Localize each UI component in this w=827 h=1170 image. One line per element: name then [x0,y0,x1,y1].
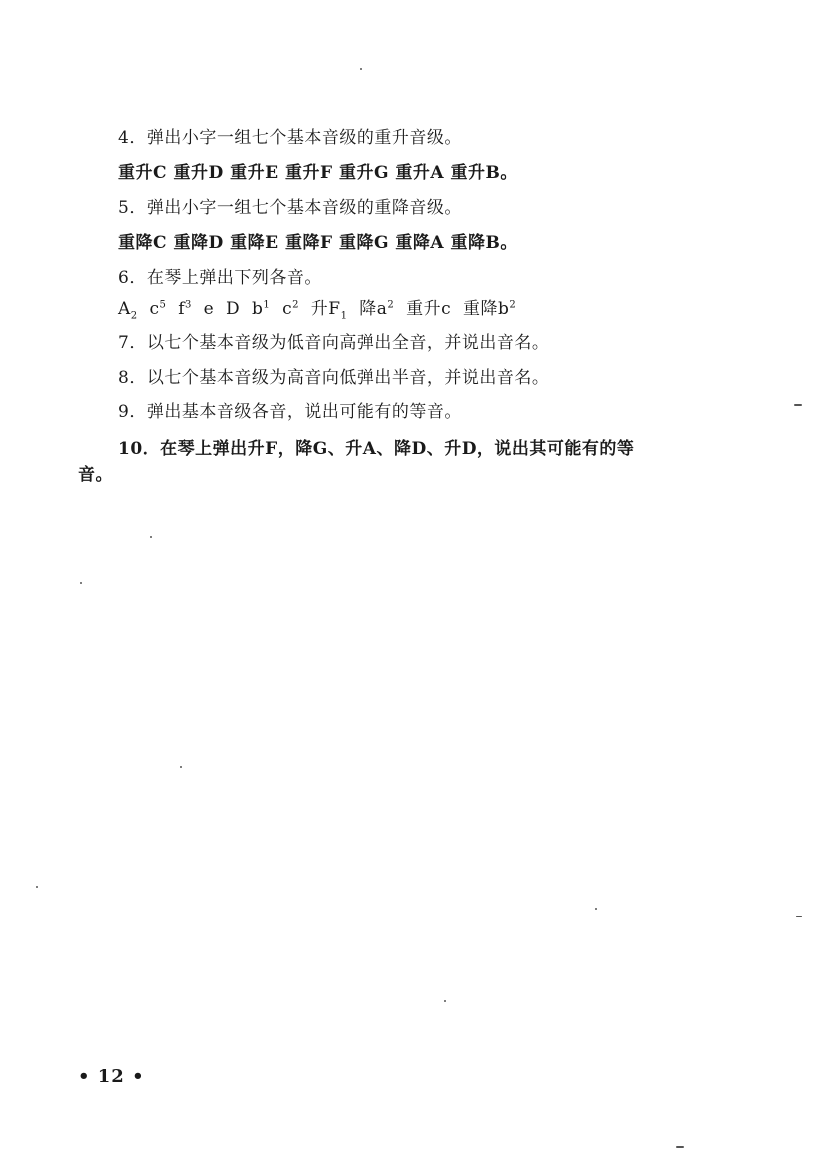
exercise-6 [118,267,322,289]
answer-text: 重降C 重降D 重降E 重降F 重降G 重降A 重降B。 [118,233,518,253]
exercise-text: 以七个基本音级为低音向高弹出全音，并说出音名。 [146,333,550,353]
note-item: 升$F_1$ [310,299,348,322]
note-item: $A_2$ [118,299,138,322]
exercise-7 [118,332,549,354]
scan-speck [180,766,182,768]
scan-speck [80,582,82,584]
exercise-5-answer [118,232,518,254]
note-item: $f^3$ [178,299,192,319]
exercise-number: 8． [118,368,147,388]
scan-speck [360,68,362,70]
scan-speck [36,886,38,888]
notes-list [118,298,516,320]
exercise-number: 4． [118,128,147,148]
exercise-number: 7． [118,333,147,353]
exercise-number: 10． [118,439,161,459]
exercise-text: 弹出小字一组七个基本音级的重降音级。 [146,198,462,218]
exercise-text: 在琴上弹出下列各音。 [146,268,322,288]
scan-speck [794,404,802,406]
answer-text: 重升C 重升D 重升E 重升F 重升G 重升A 重升B。 [118,163,518,183]
exercise-text: 弹出基本音级各音，说出可能有的等音。 [146,402,462,422]
exercise-8 [118,367,549,389]
page-number: • 12 • [78,1066,145,1087]
exercise-text: 弹出小字一组七个基本音级的重升音级。 [146,128,462,148]
exercise-number: 5． [118,198,147,218]
exercise-number: 9． [118,402,147,422]
scan-speck [796,916,802,917]
scan-speck [595,908,597,910]
exercise-number: 6． [118,268,147,288]
exercise-10 [78,436,668,488]
exercise-4 [118,127,462,149]
scan-speck [150,536,152,538]
note-item: $b^1$ [252,299,271,319]
exercise-9 [118,401,462,423]
note-item: D [226,299,241,319]
note-item: 重降$b^2$ [462,299,517,319]
note-item: e [203,299,215,319]
note-item: 降$a^2$ [359,299,395,319]
exercise-text: 以七个基本音级为高音向低弹出半音，并说出音名。 [146,368,550,388]
note-item: $c^2$ [282,299,299,319]
exercise-4-answer [118,162,518,184]
exercise-text: 在琴上弹出升F，降G、升A、降D、升D，说出其可能有的等音。 [78,439,635,485]
scan-speck [676,1146,684,1148]
note-item: $c^5$ [149,299,167,319]
exercise-5 [118,197,462,219]
scan-speck [444,1000,446,1002]
note-item: 重升c [406,299,452,319]
